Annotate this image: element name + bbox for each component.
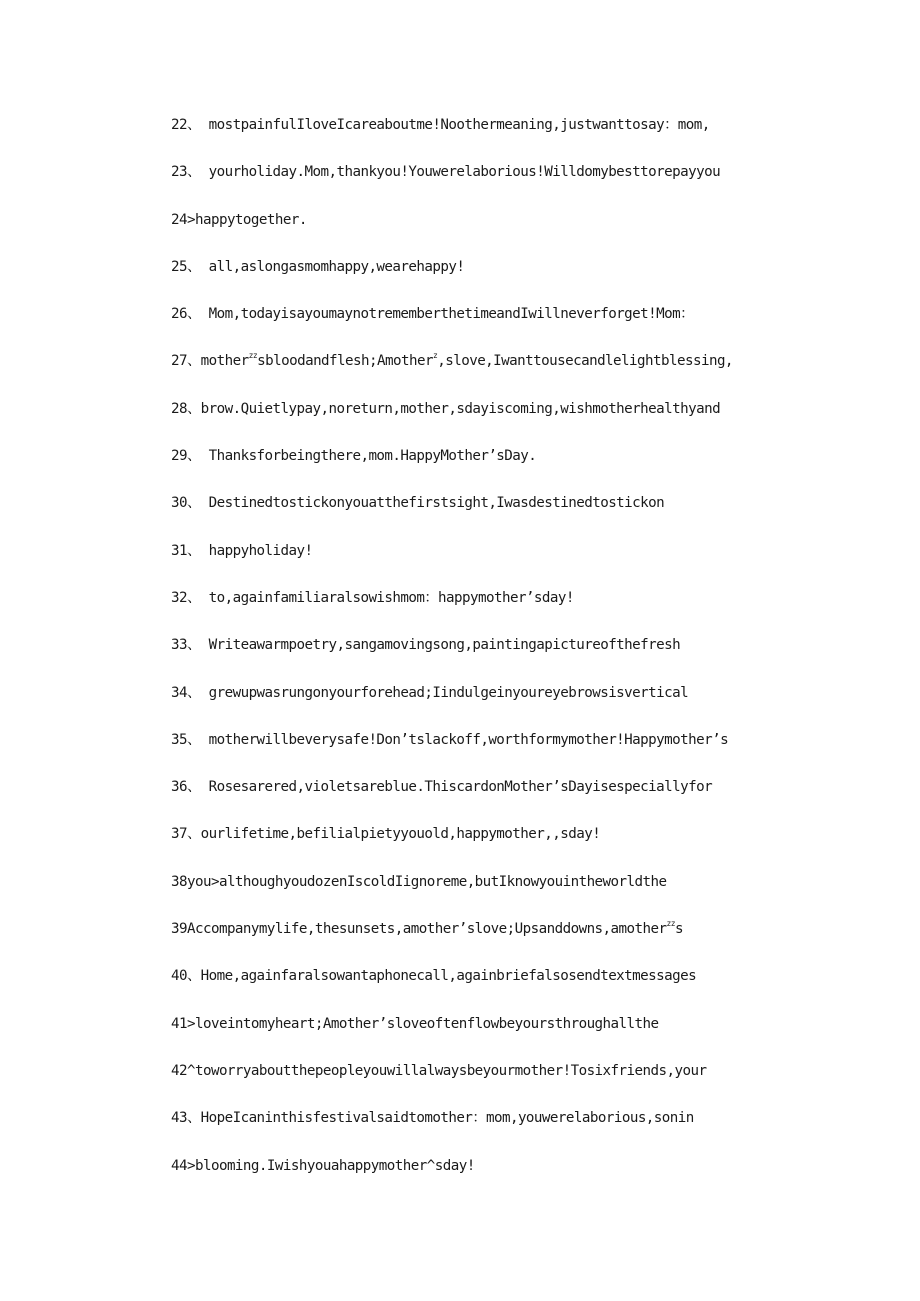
text-line: 35、 motherwillbeverysafe!Don’tslackoff,worthformymother!Happymother’s	[171, 731, 729, 748]
text-fragment: 27、mother	[171, 353, 249, 370]
text-fragment: s	[675, 921, 684, 938]
text-line	[171, 917, 891, 964]
text-line: 38you>althoughyoudozenIscoldIignoreme,butIknowyouintheworldthe	[171, 873, 667, 890]
text-line: 34、 grewupwasrungonyourforehead;Iindulgeinyoureyebrowsisvertical	[171, 684, 689, 701]
text-line: 31、 happyholiday!	[171, 542, 313, 559]
text-line: 28、brow.Quietlypay,noreturn,mother,sdayiscoming,wishmotherhealthyand	[171, 400, 721, 417]
text-fragment: ,slove,Iwanttousecandlelightblessing,	[437, 353, 733, 370]
text-line: 22、 mostpainfulIloveIcareaboutme!Noothermeaning,justwanttosay：mom,	[171, 117, 710, 133]
text-line: 41>loveintomyheart;Amother’sloveoftenflowbeyoursthroughallthe	[171, 1015, 659, 1032]
text-line: 23、 yourholiday.Mom,thankyou!Youwerelaborious!Willdomybesttorepayyou	[171, 164, 721, 181]
superscript-mark: z	[432, 351, 438, 361]
text-line	[171, 349, 891, 396]
text-fragment: sbloodandflesh;Amother	[257, 353, 433, 370]
superscript-mark: zz	[248, 351, 258, 361]
text-line: 29、 Thanksforbeingthere,mom.HappyMother’sDay.	[171, 448, 537, 465]
text-line: 43、HopeIcaninthisfestivalsaidtomother：mom,youwerelaborious,sonin	[171, 1110, 694, 1127]
superscript-mark: zz	[666, 919, 676, 929]
text-line: 40、Home,againfaralsowantaphonecall,againbriefalsosendtextmessages	[171, 968, 697, 985]
text-line: 33、 Writeawarmpoetry,sangamovingsong,paintingapictureofthefresh	[171, 637, 681, 654]
numbered-line-list	[171, 113, 891, 1201]
text-line: 36、 Rosesarered,violetsareblue.ThiscardonMother’sDayisespeciallyfor	[171, 779, 713, 796]
text-line: 37、ourlifetime,befilialpietyyouold,happymother,,sday!	[171, 826, 601, 843]
text-line: 30、 Destinedtostickonyouatthefirstsight,Iwasdestinedtostickon	[171, 495, 665, 512]
text-fragment: 39Accompanymylife,thesunsets,amother’slove;Upsanddowns,amother	[171, 921, 667, 938]
text-line: 44>blooming.Iwishyouahappymother^sday!	[171, 1157, 475, 1174]
text-line: 26、 Mom,todayisayoumaynotrememberthetimeandIwillneverforget!Mom：	[171, 306, 694, 323]
text-line: 25、 all,aslongasmomhappy,wearehappy!	[171, 258, 465, 275]
text-line: 24>happytogether.	[171, 211, 307, 228]
text-line: 42^toworryaboutthepeopleyouwillalwaysbeyourmother!Tosixfriends,your	[171, 1062, 707, 1079]
text-line: 32、 to,againfamiliaralsowishmom：happymother’sday!	[171, 589, 574, 606]
